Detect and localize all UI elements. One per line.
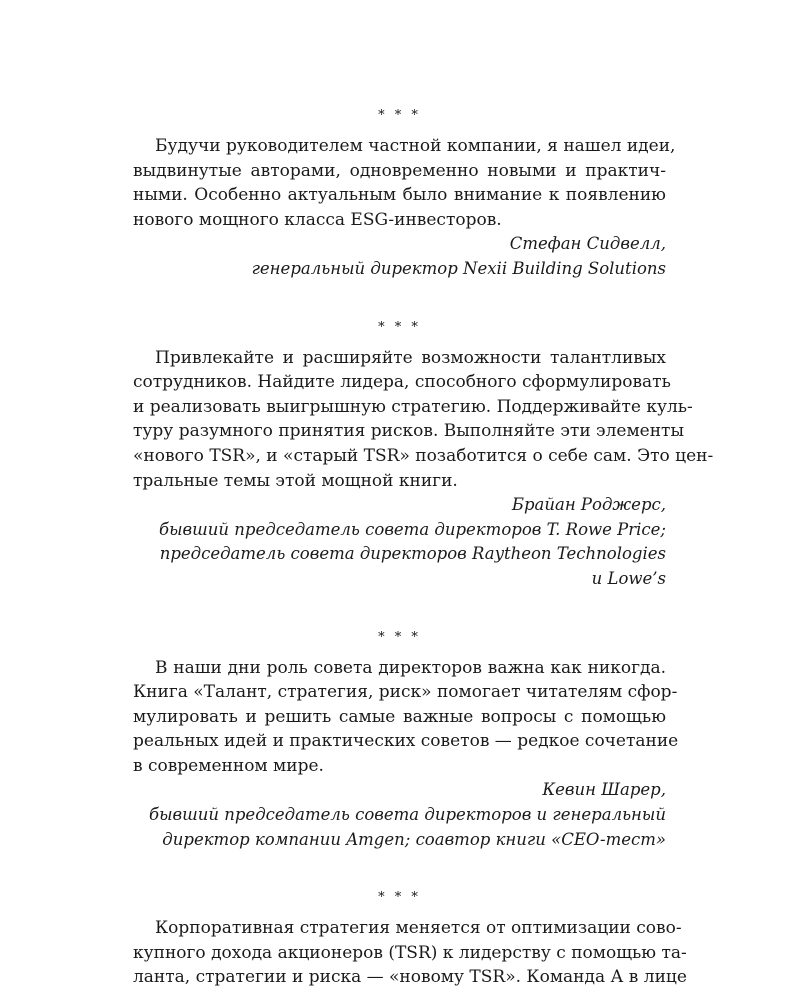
- text-line: нового мощного класса ESG-инвесторов.: [133, 209, 502, 230]
- text-line: Будучи руководителем частной компании, я нашел идеи,: [155, 136, 676, 156]
- quote-text: [133, 916, 687, 990]
- author-title: бывший председатель совета директоров T. Rowe Price;: [159, 519, 666, 539]
- section-separator: * * *: [378, 108, 421, 123]
- book-page: [133, 108, 714, 990]
- author-title: и Lowe’s: [591, 568, 666, 588]
- text-line: ланта, стратегии и риска — «новому TSR». Команда А в лице: [133, 967, 687, 988]
- text-line: Привлекайте и расширяйте возможности талантливых: [155, 347, 666, 368]
- text-line: реальных идей и практических советов — редкое сочетание: [133, 731, 679, 752]
- author-title: председатель совета директоров Raytheon Technologies: [159, 544, 666, 564]
- text-line: Корпоративная стратегия меняется от оптимизации сово-: [155, 918, 682, 939]
- section-separator: * * *: [378, 319, 421, 335]
- text-line: мулировать и решить самые важные вопросы с помощью: [133, 706, 666, 727]
- author-name: Брайан Роджерс,: [511, 495, 666, 515]
- quote-attribution: [133, 232, 666, 281]
- author-title: генеральный директор Nexii Building Solutions: [251, 258, 666, 278]
- section-separator: * * *: [378, 629, 421, 645]
- text-line: «нового TSR», и «старый TSR» позаботится о себе сам. Это цен-: [133, 445, 714, 466]
- text-line: ными. Особенно актуальным было внимание к появлению: [133, 185, 666, 206]
- text-line: сотрудников. Найдите лидера, способного сформулировать: [133, 372, 671, 393]
- author-name: Кевин Шарер,: [542, 780, 666, 800]
- quote-text: [133, 134, 676, 232]
- author-name: Стефан Сидвелл,: [509, 234, 666, 254]
- text-line: купного дохода акционеров (TSR) к лидерству с помощью та-: [133, 942, 687, 963]
- text-line: В наши дни роль совета директоров важна как никогда.: [155, 657, 666, 678]
- quote-attribution: [133, 778, 666, 852]
- text-line: Книга «Талант, стратегия, риск» помогает читателям сфор-: [133, 682, 678, 703]
- text-line: туру разумного принятия рисков. Выполняйте эти элементы: [133, 421, 684, 442]
- quote-attribution: [133, 493, 666, 591]
- author-title: бывший председатель совета директоров и генеральный: [149, 805, 666, 825]
- author-title: директор компании Amgen; соавтор книги «CEO-тест»: [162, 829, 666, 849]
- text-line: тральные темы этой мощной книги.: [133, 470, 458, 491]
- quote-text: [133, 656, 679, 779]
- text-line: и реализовать выигрышную стратегию. Поддерживайте куль-: [133, 396, 693, 417]
- quote-text: [133, 346, 714, 494]
- text-line: в современном мире.: [133, 755, 324, 776]
- text-line: выдвинутые авторами, одновременно новыми и практич-: [133, 160, 666, 181]
- section-separator: * * *: [378, 890, 421, 906]
